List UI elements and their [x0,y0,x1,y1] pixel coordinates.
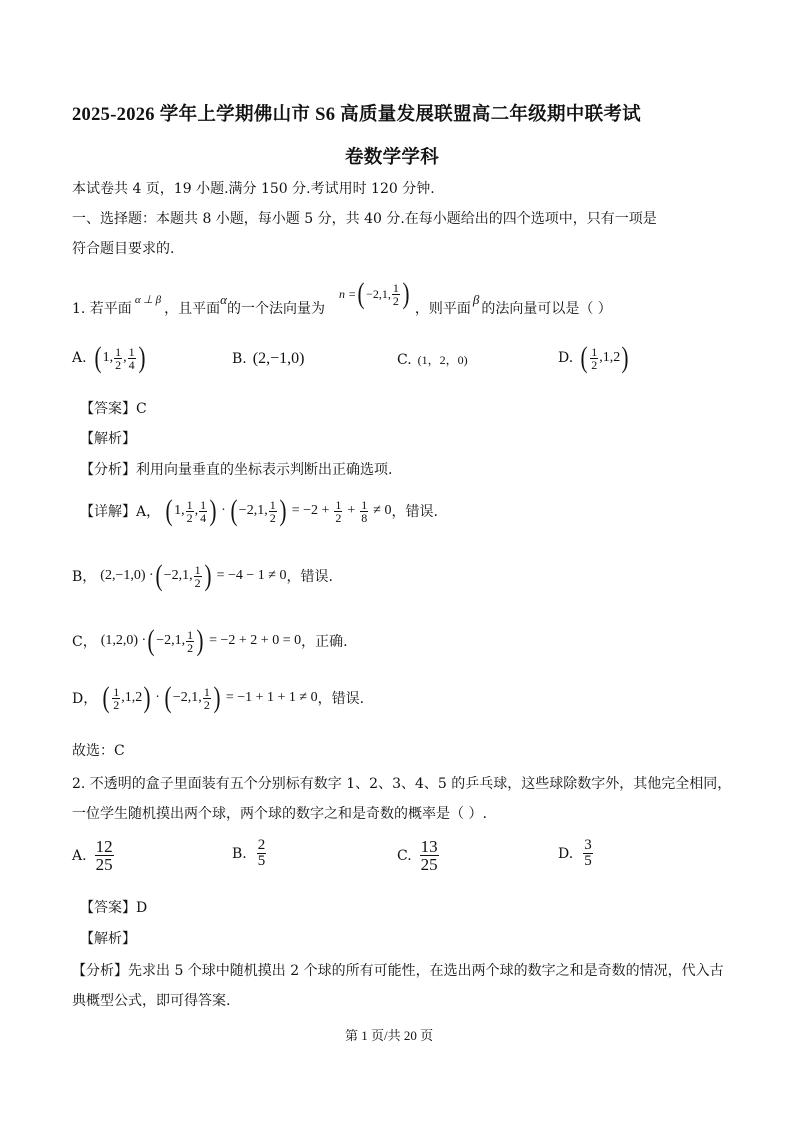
math-glyph: (1,2,0) · [100,633,147,648]
math-fraction [583,838,593,869]
math-parenthesis: ( [147,624,155,657]
q2-answer: 【答案】D [80,900,148,916]
page-title-line2: 卷数学学科 [345,148,440,168]
math-glyph: −2,1, [238,503,268,518]
option-label: A. [72,350,87,366]
fraction-numerator: 1 [113,684,120,699]
math-fraction [203,686,211,711]
math-fraction [420,838,439,873]
fraction-numerator: 1 [392,280,399,295]
q2-option-d [558,838,594,869]
fraction-numerator: 13 [420,837,438,856]
math-glyph: ,1,2 [599,350,621,365]
fraction-denominator: 2 [115,357,122,372]
q1-suffix: ，则平面 [414,301,471,317]
math-fraction [95,838,114,873]
math-glyph: , [194,503,199,518]
q1-analysis-label: 【解析】 [80,431,136,447]
math-parenthesis: ) [279,494,287,527]
math-parenthesis: ( [230,494,238,527]
math-glyph: + [347,503,356,518]
math-fraction [186,499,194,524]
q1-option-b [232,350,304,368]
math-glyph: = −2 + 2 + 0 = 0 [209,633,302,648]
math-fraction [360,499,368,524]
q1-detail-c: C， (1,2,0) · ( −2,1, $\frac{1}{2}$ ) = −2 + 2 + 0 = 0 ，正确. [72,624,348,657]
math-glyph: (2,−1,0) [252,350,305,367]
q2-fenxi-line2: 典概型公式，即可得答案. [72,993,231,1009]
fraction-denominator: 2 [186,510,193,525]
fraction-numerator: 1 [335,497,342,512]
math-parenthesis: ( [580,341,588,374]
math-glyph: 1, [102,350,114,365]
fraction-numerator: 1 [194,562,201,577]
fraction-denominator: 2 [113,697,120,712]
math-glyph: (1，2，0) [417,353,468,367]
math-parenthesis: ) [209,494,217,527]
fraction-denominator: 2 [591,357,598,372]
fraction-numerator: 1 [186,497,193,512]
q1-beta: β [472,292,480,307]
option-label: D. [558,845,574,862]
option-label: B. [232,845,247,862]
math-fraction [334,499,342,524]
math-glyph: ≠ 0 [373,503,392,518]
fraction-numerator: 1 [269,497,276,512]
q1-condition: α ⊥ β [134,293,162,306]
fraction-numerator: 1 [591,344,598,359]
fraction-numerator: 1 [128,344,135,359]
fraction-denominator: 4 [128,357,135,372]
math-fraction [199,499,207,524]
math-fraction [257,838,267,869]
math-parenthesis: ( [94,341,102,374]
q2-fenxi-line1: 【分析】先求出 5 个球中随机摸出 2 个球的所有可能性，在选出两个球的数字之和是奇数的情况，代入古 [72,963,724,979]
option-label: B. [232,351,247,367]
math-glyph: −2,1, [156,633,186,648]
fraction-denominator: 2 [392,293,399,308]
fraction-denominator: 25 [420,855,438,874]
question-1-stem [72,277,612,323]
math-glyph: −2,1, [366,286,391,301]
question-2-line2: 一位学生随机摸出两个球，两个球的数字之和是奇数的概率是（ ）. [72,806,487,822]
option-label: D. [558,350,574,366]
q1-alpha: α [220,292,227,307]
math-glyph: = −2 + [291,503,330,518]
math-fraction [112,686,120,711]
page-footer: 第 1 页/共 20 页 [345,1028,434,1043]
math-parenthesis: ) [196,624,204,657]
fraction-denominator: 2 [335,510,342,525]
math-parenthesis: ) [138,341,146,374]
q2-analysis-label: 【解析】 [80,931,136,947]
math-parenthesis: ) [204,559,212,592]
section-heading-line2: 符合题目要求的. [72,241,175,257]
math-glyph: , [123,350,127,365]
math-glyph: · [155,690,160,705]
q1-suffix2: 的法向量可以是（ ） [481,301,612,317]
math-glyph: −2,1, [172,690,202,705]
fraction-numerator: 1 [187,627,194,642]
math-glyph: (2,−1,0) · [100,568,154,583]
math-glyph: = −1 + 1 + 1 ≠ 0 [225,690,318,705]
math-parenthesis: ( [357,277,365,310]
fraction-numerator: 3 [584,837,592,853]
section-heading-line1: 一、选择题：本题共 8 小题，每小题 5 分，共 40 分.在每小题给出的四个选项中，只有一项是 [72,211,657,227]
q2-option-c [397,838,440,873]
exam-intro: 本试卷共 4 页，19 小题.满分 150 分.考试用时 120 分钟. [72,181,435,197]
fraction-numerator: 1 [115,344,122,359]
math-fraction [269,499,277,524]
fraction-denominator: 5 [584,853,592,869]
fraction-denominator: 8 [361,510,368,525]
fraction-numerator: 12 [95,837,113,856]
q1-choose: 故选：C [72,743,125,759]
fraction-numerator: 1 [361,497,368,512]
math-parenthesis: ) [621,341,629,374]
q2-option-a [72,838,115,873]
q1-normal-vector [339,279,411,309]
page-title-line1: 2025-2026 学年上学期佛山市 S6 高质量发展联盟高二年级期中联考试 [72,105,641,125]
math-fraction [114,346,122,371]
fraction-numerator: 1 [203,684,210,699]
math-parenthesis: ( [102,681,110,714]
question-2-line1: 2. 不透明的盒子里面装有五个分别标有数字 1、2、3、4、5 的乒乓球，这些球除数字外，其他完全相同， [72,776,732,792]
math-parenthesis: ) [402,277,410,310]
math-glyph: ,1,2 [121,690,143,705]
q1-option-c [397,351,468,368]
math-parenthesis: ) [213,681,221,714]
math-fraction [128,346,136,371]
fraction-numerator: 1 [200,497,207,512]
fraction-denominator: 5 [257,853,266,869]
q1-detail-d: D， ( $\frac{1}{2}$ ,1,2 ) · ( −2,1, $\frac{1}{2}$ ) = −1 + 1 + 1 ≠ 0 ，错误. [72,681,365,714]
q1-option-a [72,343,147,373]
q1-fenxi: 【分析】利用向量垂直的坐标表示判断出正确选项. [80,462,393,478]
math-glyph: · [221,503,226,518]
fraction-denominator: 2 [194,575,201,590]
math-parenthesis: ( [165,494,173,527]
math-fraction [186,629,194,654]
fraction-denominator: 2 [269,510,276,525]
math-fraction [194,564,202,589]
math-parenthesis: ( [164,681,172,714]
fraction-denominator: 2 [203,697,210,712]
math-glyph: −2,1, [163,568,193,583]
fraction-denominator: 4 [200,510,207,525]
q1-option-d [558,343,630,373]
math-glyph: n = [338,286,357,301]
math-fraction [392,282,400,307]
option-label: C. [397,351,412,368]
math-parenthesis: ) [143,681,151,714]
q1-prefix: 1. 若平面 [72,301,132,317]
option-label: A. [72,847,87,864]
fraction-denominator: 25 [95,855,113,874]
q2-option-b [232,838,267,869]
q1-detail-b: B， (2,−1,0) · ( −2,1, $\frac{1}{2}$ ) = −4 − 1 ≠ 0 ，错误. [72,559,333,592]
q1-detail-a: 【详解】A， ( 1, $\frac{1}{2}$ , $\frac{1}{4}$ ) · ( −2,1, $\frac{1}{2}$ ) = −2 + $\frac{1}{2}$ + $\frac{1}{8}$ ≠ 0 ，错误. [80,494,438,527]
fraction-denominator: 2 [187,640,194,655]
q1-mid2: 的一个法向量为 [226,301,325,317]
q1-mid: ，且平面 [164,301,221,317]
option-label: C. [397,847,412,864]
math-parenthesis: ( [155,559,163,592]
math-glyph: = −4 − 1 ≠ 0 [216,568,287,583]
fraction-numerator: 2 [257,837,266,853]
math-glyph: 1, [174,503,185,518]
math-fraction [590,346,598,371]
q1-answer: 【答案】C [80,401,147,417]
